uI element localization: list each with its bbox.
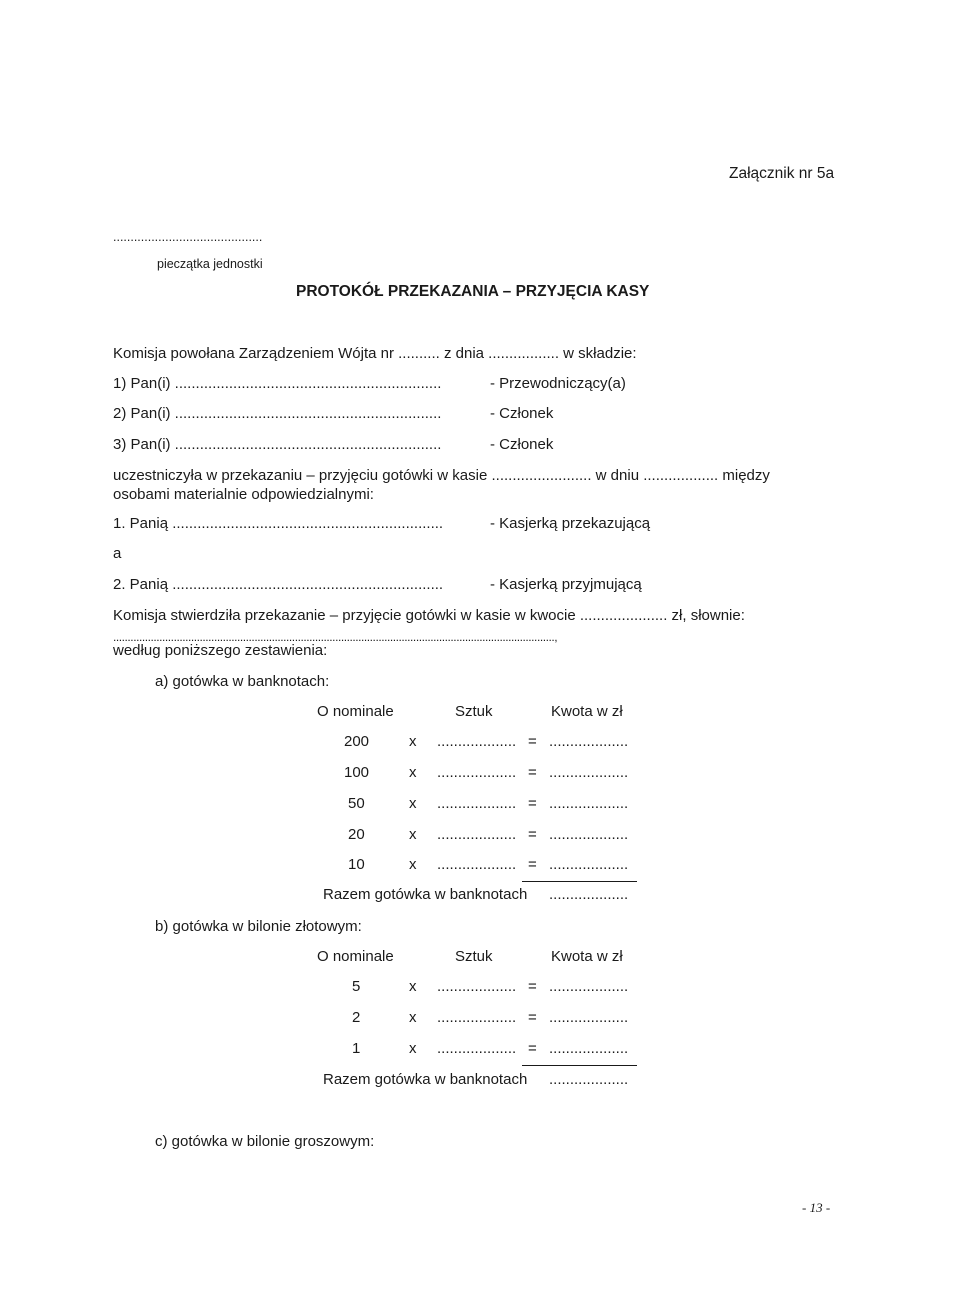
section-c-label: c) gotówka w bilonie groszowym:: [155, 1133, 375, 1150]
multiply-sign: x: [409, 1040, 417, 1057]
multiply-sign: x: [409, 856, 417, 873]
count-blank: ...................: [437, 826, 517, 843]
words-line: .........................................................................................................................................................,: [113, 630, 558, 644]
section-b-total-label: Razem gotówka w banknotach: [323, 1071, 528, 1088]
multiply-sign: x: [409, 1009, 417, 1026]
section-a-header-nominal: O nominale: [317, 703, 394, 720]
nominal-value: 200: [344, 733, 370, 750]
section-a-total-label: Razem gotówka w banknotach: [323, 886, 528, 903]
section-a-header-count: Sztuk: [455, 703, 493, 720]
nominal-value: 2: [352, 1009, 361, 1026]
amount-blank: ...................: [549, 764, 629, 781]
count-blank: ...................: [437, 856, 517, 873]
section-b-header-count: Sztuk: [455, 948, 493, 965]
count-blank: ...................: [437, 1040, 517, 1057]
equals-sign: =: [528, 826, 537, 843]
equals-sign: =: [528, 1040, 537, 1057]
person-1-line: 1. Panią .................................................................: [113, 515, 444, 532]
member-1-line: 1) Pan(i) ................................................................: [113, 375, 442, 392]
count-blank: ...................: [437, 978, 517, 995]
person-2-line: 2. Panią .................................................................: [113, 576, 444, 593]
multiply-sign: x: [409, 795, 417, 812]
page-number: - 13 -: [802, 1200, 831, 1215]
count-blank: ...................: [437, 733, 517, 750]
section-b-header-nominal: O nominale: [317, 948, 394, 965]
participation-line-1: uczestniczyła w przekazaniu – przyjęciu gotówki w kasie ........................ w dniu .................. między: [113, 467, 770, 484]
equals-sign: =: [528, 856, 537, 873]
section-b-header-amount: Kwota w zł: [551, 948, 623, 965]
multiply-sign: x: [409, 826, 417, 843]
section-a-total-rule: [522, 881, 637, 882]
multiply-sign: x: [409, 764, 417, 781]
equals-sign: =: [528, 795, 537, 812]
count-blank: ...................: [437, 1009, 517, 1026]
member-1-role: - Przewodniczący(a): [490, 375, 626, 392]
stamp-label: pieczątka jednostki: [157, 257, 263, 271]
amount-blank: ...................: [549, 1009, 629, 1026]
member-2-line: 2) Pan(i) ................................................................: [113, 405, 442, 422]
person-1-role: - Kasjerką przekazującą: [490, 515, 651, 532]
nominal-value: 100: [344, 764, 370, 781]
section-b-label: b) gotówka w bilonie złotowym:: [155, 918, 362, 935]
count-blank: ...................: [437, 795, 517, 812]
member-3-role: - Członek: [490, 436, 554, 453]
nominal-value: 10: [348, 856, 365, 873]
section-a-total-value: ...................: [549, 886, 629, 903]
person-2-role: - Kasjerką przyjmującą: [490, 576, 642, 593]
equals-sign: =: [528, 978, 537, 995]
commission-line: Komisja powołana Zarządzeniem Wójta nr .......... z dnia ................. w składzie:: [113, 345, 637, 362]
statement-line: Komisja stwierdziła przekazanie – przyjęcie gotówki w kasie w kwocie ..................... zł, słownie:: [113, 607, 745, 624]
multiply-sign: x: [409, 978, 417, 995]
participation-line-2: osobami materialnie odpowiedzialnymi:: [113, 486, 374, 503]
section-a-label: a) gotówka w banknotach:: [155, 673, 330, 690]
connector-a: a: [113, 545, 122, 562]
section-a-header-amount: Kwota w zł: [551, 703, 623, 720]
document-title: PROTOKÓŁ PRZEKAZANIA – PRZYJĘCIA KASY: [296, 283, 650, 300]
member-3-line: 3) Pan(i) ................................................................: [113, 436, 442, 453]
nominal-value: 50: [348, 795, 365, 812]
count-blank: ...................: [437, 764, 517, 781]
section-b-total-rule: [522, 1065, 637, 1066]
amount-blank: ...................: [549, 1040, 629, 1057]
equals-sign: =: [528, 733, 537, 750]
equals-sign: =: [528, 764, 537, 781]
amount-blank: ...................: [549, 733, 629, 750]
amount-blank: ...................: [549, 795, 629, 812]
multiply-sign: x: [409, 733, 417, 750]
amount-blank: ...................: [549, 978, 629, 995]
per-list-line: według poniższego zestawienia:: [113, 642, 328, 659]
amount-blank: ...................: [549, 856, 629, 873]
nominal-value: 5: [352, 978, 361, 995]
amount-blank: ...................: [549, 826, 629, 843]
equals-sign: =: [528, 1009, 537, 1026]
member-2-role: - Członek: [490, 405, 554, 422]
section-b-total-value: ...................: [549, 1071, 629, 1088]
stamp-dots: ...........................................: [113, 230, 263, 244]
attachment-label: Załącznik nr 5a: [729, 165, 835, 182]
nominal-value: 1: [352, 1040, 361, 1057]
nominal-value: 20: [348, 826, 365, 843]
